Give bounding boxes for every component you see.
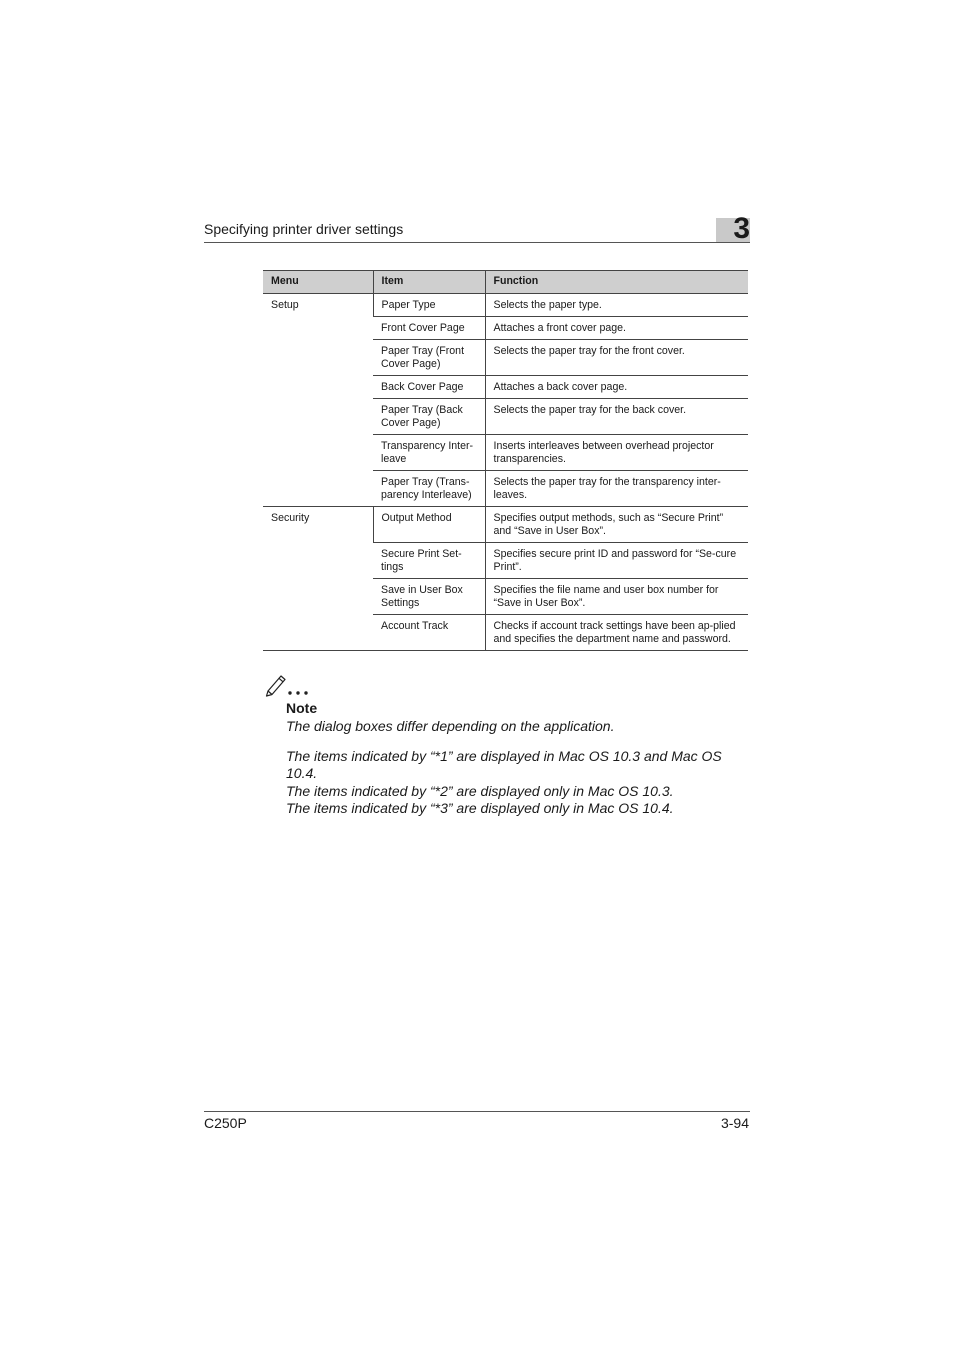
note-line: The items indicated by “*2” are displayed only in Mac OS 10.3.	[286, 782, 674, 799]
item-cell: Output Method	[373, 507, 485, 543]
note-line: The items indicated by “*1” are displayed in Mac OS 10.3 and Mac OS 10.4.	[286, 747, 722, 782]
menu-cell-setup: Setup	[263, 294, 373, 507]
function-cell: Attaches a front cover page.	[485, 317, 748, 340]
function-cell: Specifies the file name and user box number for “Save in User Box”.	[485, 579, 748, 615]
footer-divider	[204, 1111, 750, 1112]
table-row	[263, 507, 748, 543]
note-body	[286, 718, 748, 818]
item-cell: Account Track	[373, 615, 485, 651]
item-cell: Save in User Box Settings	[373, 579, 485, 615]
footer-model: C250P	[204, 1115, 247, 1131]
item-cell: Transparency Inter-leave	[373, 435, 485, 471]
table-header-row	[263, 271, 748, 294]
chapter-number: 3	[733, 212, 750, 245]
column-header-menu: Menu	[263, 271, 373, 294]
function-cell: Selects the paper tray for the back cover.	[485, 399, 748, 435]
item-cell: Paper Tray (Back Cover Page)	[373, 399, 485, 435]
item-cell: Back Cover Page	[373, 376, 485, 399]
function-cell: Inserts interleaves between overhead projector transparencies.	[485, 435, 748, 471]
settings-table	[263, 270, 748, 651]
function-cell: Specifies secure print ID and password for “Se-cure Print”.	[485, 543, 748, 579]
note-label: Note	[286, 700, 318, 716]
footer-page-number: 3-94	[720, 1115, 749, 1131]
column-header-item: Item	[373, 271, 485, 294]
item-cell: Paper Tray (Trans-parency Interleave)	[373, 471, 485, 507]
menu-cell-security: Security	[263, 507, 373, 651]
function-cell: Selects the paper tray for the front cover.	[485, 340, 748, 376]
running-header-title: Specifying printer driver settings	[204, 221, 404, 237]
function-cell: Attaches a back cover page.	[485, 376, 748, 399]
table-row	[263, 294, 748, 317]
header-divider	[204, 242, 750, 243]
pencil-note-icon	[264, 670, 314, 698]
column-header-function: Function	[485, 271, 748, 294]
item-cell: Paper Tray (Front Cover Page)	[373, 340, 485, 376]
note-line: The dialog boxes differ depending on the application.	[286, 718, 615, 734]
function-cell: Selects the paper tray for the transparency inter-leaves.	[485, 471, 748, 507]
note-line: The items indicated by “*3” are displayed only in Mac OS 10.4.	[286, 800, 674, 817]
function-cell: Selects the paper type.	[485, 294, 748, 317]
item-cell: Paper Type	[373, 294, 485, 317]
function-cell: Specifies output methods, such as “Secure Print” and “Save in User Box”.	[485, 507, 748, 543]
function-cell: Checks if account track settings have been ap-plied and specifies the department name and password.	[485, 615, 748, 651]
item-cell: Secure Print Set-tings	[373, 543, 485, 579]
item-cell: Front Cover Page	[373, 317, 485, 340]
